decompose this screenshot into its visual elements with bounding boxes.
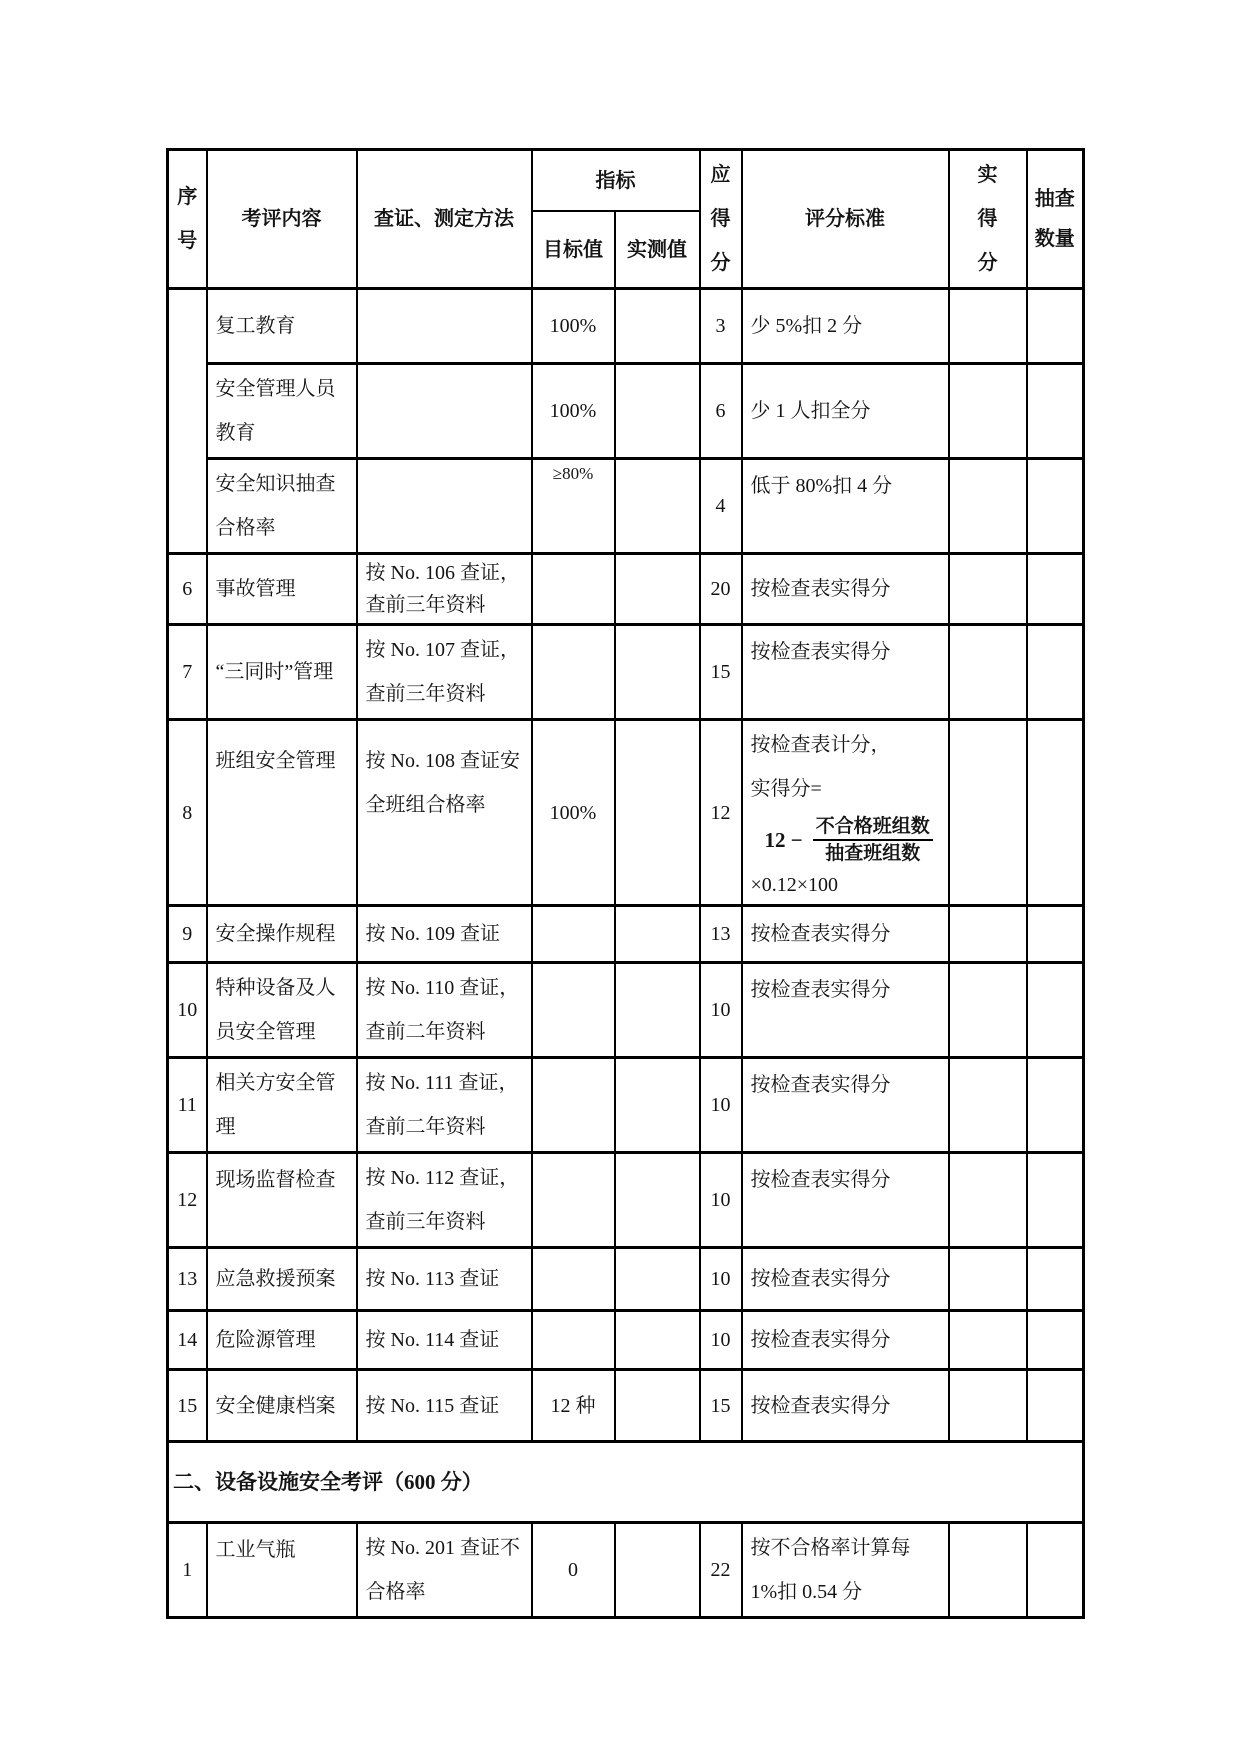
cell-method: 按 No. 111 查证，查前二年资料 bbox=[357, 1058, 532, 1153]
cell-actual-score bbox=[949, 459, 1027, 554]
cell-target: 12 种 bbox=[532, 1370, 615, 1442]
col-header-criteria: 评分标准 bbox=[742, 150, 949, 289]
cell-content: 安全管理人员教育 bbox=[207, 364, 357, 459]
cell-actual-score bbox=[949, 1248, 1027, 1311]
cell-target bbox=[532, 1153, 615, 1248]
cell-criteria: 低于 80%扣 4 分 bbox=[742, 459, 949, 554]
cell-due-score: 15 bbox=[700, 1370, 742, 1442]
cell-sample-count bbox=[1027, 720, 1084, 906]
cell-due-score: 6 bbox=[700, 364, 742, 459]
cell-sample-count bbox=[1027, 459, 1084, 554]
cell-serial: 15 bbox=[168, 1370, 207, 1442]
cell-sample-count bbox=[1027, 289, 1084, 364]
col-header-serial-label: 序号 bbox=[177, 186, 198, 252]
cell-measured bbox=[615, 459, 700, 554]
cell-serial: 1 bbox=[168, 1523, 207, 1618]
cell-serial: 9 bbox=[168, 906, 207, 963]
table-header bbox=[168, 150, 1084, 289]
table-row bbox=[168, 1058, 1084, 1153]
cell-sample-count bbox=[1027, 1248, 1084, 1311]
cell-actual-score bbox=[949, 1058, 1027, 1153]
cell-criteria: 按检查表实得分 bbox=[742, 1248, 949, 1311]
table-row bbox=[168, 364, 1084, 459]
col-header-actual-score bbox=[949, 150, 1027, 289]
formula-prefix: 12 − bbox=[764, 827, 803, 852]
cell-sample-count bbox=[1027, 1370, 1084, 1442]
cell-serial: 8 bbox=[168, 720, 207, 906]
table-row bbox=[168, 720, 1084, 906]
cell-actual-score bbox=[949, 963, 1027, 1058]
cell-content: 工业气瓶 bbox=[207, 1523, 357, 1618]
col-header-due-score bbox=[700, 150, 742, 289]
cell-method: 按 No. 108 查证安全班组合格率 bbox=[357, 720, 532, 906]
cell-due-score: 4 bbox=[700, 459, 742, 554]
cell-criteria: 按检查表实得分 bbox=[742, 1370, 949, 1442]
cell-method: 按 No. 112 查证，查前三年资料 bbox=[357, 1153, 532, 1248]
cell-target: 100% bbox=[532, 364, 615, 459]
cell-serial: 11 bbox=[168, 1058, 207, 1153]
cell-measured bbox=[615, 289, 700, 364]
cell-sample-count bbox=[1027, 625, 1084, 720]
table-row bbox=[168, 1523, 1084, 1618]
cell-content: 安全操作规程 bbox=[207, 906, 357, 963]
cell-method: 按 No. 110 查证，查前二年资料 bbox=[357, 963, 532, 1058]
cell-sample-count bbox=[1027, 1153, 1084, 1248]
cell-actual-score bbox=[949, 1311, 1027, 1370]
cell-serial: 7 bbox=[168, 625, 207, 720]
cell-serial: 13 bbox=[168, 1248, 207, 1311]
cell-method bbox=[357, 289, 532, 364]
cell-content: 现场监督检查 bbox=[207, 1153, 357, 1248]
cell-serial: 12 bbox=[168, 1153, 207, 1248]
table-row bbox=[168, 554, 1084, 625]
cell-criteria: 按检查表实得分 bbox=[742, 625, 949, 720]
cell-method: 按 No. 115 查证 bbox=[357, 1370, 532, 1442]
cell-due-score: 3 bbox=[700, 289, 742, 364]
cell-actual-score bbox=[949, 1523, 1027, 1618]
col-header-actual-score-label: 实得分 bbox=[977, 164, 998, 274]
cell-method bbox=[357, 364, 532, 459]
table-row bbox=[168, 1370, 1084, 1442]
cell-measured bbox=[615, 554, 700, 625]
cell-target: 0 bbox=[532, 1523, 615, 1618]
formula-numerator: 不合格班组数 bbox=[813, 814, 933, 841]
cell-due-score: 10 bbox=[700, 963, 742, 1058]
table-row bbox=[168, 1153, 1084, 1248]
cell-sample-count bbox=[1027, 906, 1084, 963]
cell-criteria: 按检查表实得分 bbox=[742, 1153, 949, 1248]
cell-due-score: 13 bbox=[700, 906, 742, 963]
cell-sample-count bbox=[1027, 554, 1084, 625]
table-row bbox=[168, 459, 1084, 554]
cell-method: 按 No. 201 查证不合格率 bbox=[357, 1523, 532, 1618]
cell-criteria: 按检查表实得分 bbox=[742, 554, 949, 625]
col-header-content: 考评内容 bbox=[207, 150, 357, 289]
cell-method: 按 No. 107 查证，查前三年资料 bbox=[357, 625, 532, 720]
cell-content: 相关方安全管理 bbox=[207, 1058, 357, 1153]
cell-sample-count bbox=[1027, 364, 1084, 459]
cell-serial bbox=[168, 289, 207, 554]
cell-criteria: 按检查表实得分 bbox=[742, 1311, 949, 1370]
cell-criteria: 少 1 人扣全分 bbox=[742, 364, 949, 459]
cell-actual-score bbox=[949, 1370, 1027, 1442]
score-formula bbox=[765, 814, 940, 866]
cell-actual-score bbox=[949, 554, 1027, 625]
cell-actual-score bbox=[949, 625, 1027, 720]
table-row bbox=[168, 906, 1084, 963]
cell-content: 安全知识抽查合格率 bbox=[207, 459, 357, 554]
cell-content: 特种设备及人员安全管理 bbox=[207, 963, 357, 1058]
cell-due-score: 12 bbox=[700, 720, 742, 906]
cell-due-score: 10 bbox=[700, 1311, 742, 1370]
cell-measured bbox=[615, 1153, 700, 1248]
cell-target bbox=[532, 554, 615, 625]
cell-serial: 6 bbox=[168, 554, 207, 625]
cell-target: 100% bbox=[532, 289, 615, 364]
section-header-row bbox=[168, 1442, 1084, 1523]
formula-suffix: ×0.12×100 bbox=[750, 874, 839, 896]
cell-content: 危险源管理 bbox=[207, 1311, 357, 1370]
table-row bbox=[168, 625, 1084, 720]
cell-criteria: 按检查表实得分 bbox=[742, 906, 949, 963]
cell-content: 安全健康档案 bbox=[207, 1370, 357, 1442]
cell-actual-score bbox=[949, 1153, 1027, 1248]
cell-due-score: 10 bbox=[700, 1248, 742, 1311]
criteria-line: 实得分= bbox=[750, 778, 822, 800]
col-header-sample-count-label: 抽查数量 bbox=[1034, 188, 1075, 250]
cell-target bbox=[532, 1248, 615, 1311]
col-header-method: 查证、测定方法 bbox=[357, 150, 532, 289]
cell-actual-score bbox=[949, 906, 1027, 963]
cell-criteria: 按不合格率计算每 1%扣 0.54 分 bbox=[742, 1523, 949, 1618]
cell-actual-score bbox=[949, 364, 1027, 459]
cell-target bbox=[532, 906, 615, 963]
cell-due-score: 10 bbox=[700, 1058, 742, 1153]
cell-content: 事故管理 bbox=[207, 554, 357, 625]
col-header-due-score-label: 应得分 bbox=[710, 164, 731, 274]
cell-method: 按 No. 113 查证 bbox=[357, 1248, 532, 1311]
cell-sample-count bbox=[1027, 1311, 1084, 1370]
cell-content: 复工教育 bbox=[207, 289, 357, 364]
cell-measured bbox=[615, 625, 700, 720]
col-header-indicator: 指标 bbox=[532, 150, 700, 212]
cell-due-score: 15 bbox=[700, 625, 742, 720]
col-header-serial bbox=[168, 150, 207, 289]
cell-method: 按 No. 106 查证，查前三年资料 bbox=[357, 554, 532, 625]
cell-method: 按 No. 114 查证 bbox=[357, 1311, 532, 1370]
formula-denominator: 抽查班组数 bbox=[825, 843, 921, 864]
cell-measured bbox=[615, 1370, 700, 1442]
col-header-measured-value: 实测值 bbox=[615, 211, 700, 288]
cell-due-score: 22 bbox=[700, 1523, 742, 1618]
cell-sample-count bbox=[1027, 1523, 1084, 1618]
section-title: 二、设备设施安全考评（600 分） bbox=[168, 1442, 1084, 1523]
table-row bbox=[168, 1311, 1084, 1370]
cell-actual-score bbox=[949, 720, 1027, 906]
header-row-1 bbox=[168, 150, 1084, 212]
cell-measured bbox=[615, 963, 700, 1058]
cell-target bbox=[532, 1058, 615, 1153]
cell-criteria: 按检查表实得分 bbox=[742, 963, 949, 1058]
formula-fraction bbox=[813, 814, 933, 866]
cell-method bbox=[357, 459, 532, 554]
cell-measured bbox=[615, 1058, 700, 1153]
cell-content: 班组安全管理 bbox=[207, 720, 357, 906]
cell-actual-score bbox=[949, 289, 1027, 364]
cell-target bbox=[532, 1311, 615, 1370]
cell-sample-count bbox=[1027, 1058, 1084, 1153]
cell-method: 按 No. 109 查证 bbox=[357, 906, 532, 963]
col-header-target-value: 目标值 bbox=[532, 211, 615, 288]
cell-criteria: 按检查表实得分 bbox=[742, 1058, 949, 1153]
cell-content: 应急救援预案 bbox=[207, 1248, 357, 1311]
cell-measured bbox=[615, 364, 700, 459]
table-row bbox=[168, 963, 1084, 1058]
cell-target bbox=[532, 963, 615, 1058]
table-row bbox=[168, 1248, 1084, 1311]
cell-measured bbox=[615, 1311, 700, 1370]
cell-due-score: 10 bbox=[700, 1153, 742, 1248]
cell-measured bbox=[615, 1523, 700, 1618]
cell-measured bbox=[615, 720, 700, 906]
cell-serial: 14 bbox=[168, 1311, 207, 1370]
table-row bbox=[168, 289, 1084, 364]
cell-sample-count bbox=[1027, 963, 1084, 1058]
cell-measured bbox=[615, 1248, 700, 1311]
cell-target bbox=[532, 625, 615, 720]
cell-content: “三同时”管理 bbox=[207, 625, 357, 720]
cell-target: ≥80% bbox=[532, 459, 615, 554]
cell-measured bbox=[615, 906, 700, 963]
criteria-line: 按检查表计分， bbox=[750, 734, 891, 756]
cell-criteria: 少 5%扣 2 分 bbox=[742, 289, 949, 364]
cell-target: 100% bbox=[532, 720, 615, 906]
assessment-table bbox=[166, 148, 1085, 1619]
cell-due-score: 20 bbox=[700, 554, 742, 625]
cell-serial: 10 bbox=[168, 963, 207, 1058]
col-header-sample-count bbox=[1027, 150, 1084, 289]
cell-criteria bbox=[742, 720, 949, 906]
